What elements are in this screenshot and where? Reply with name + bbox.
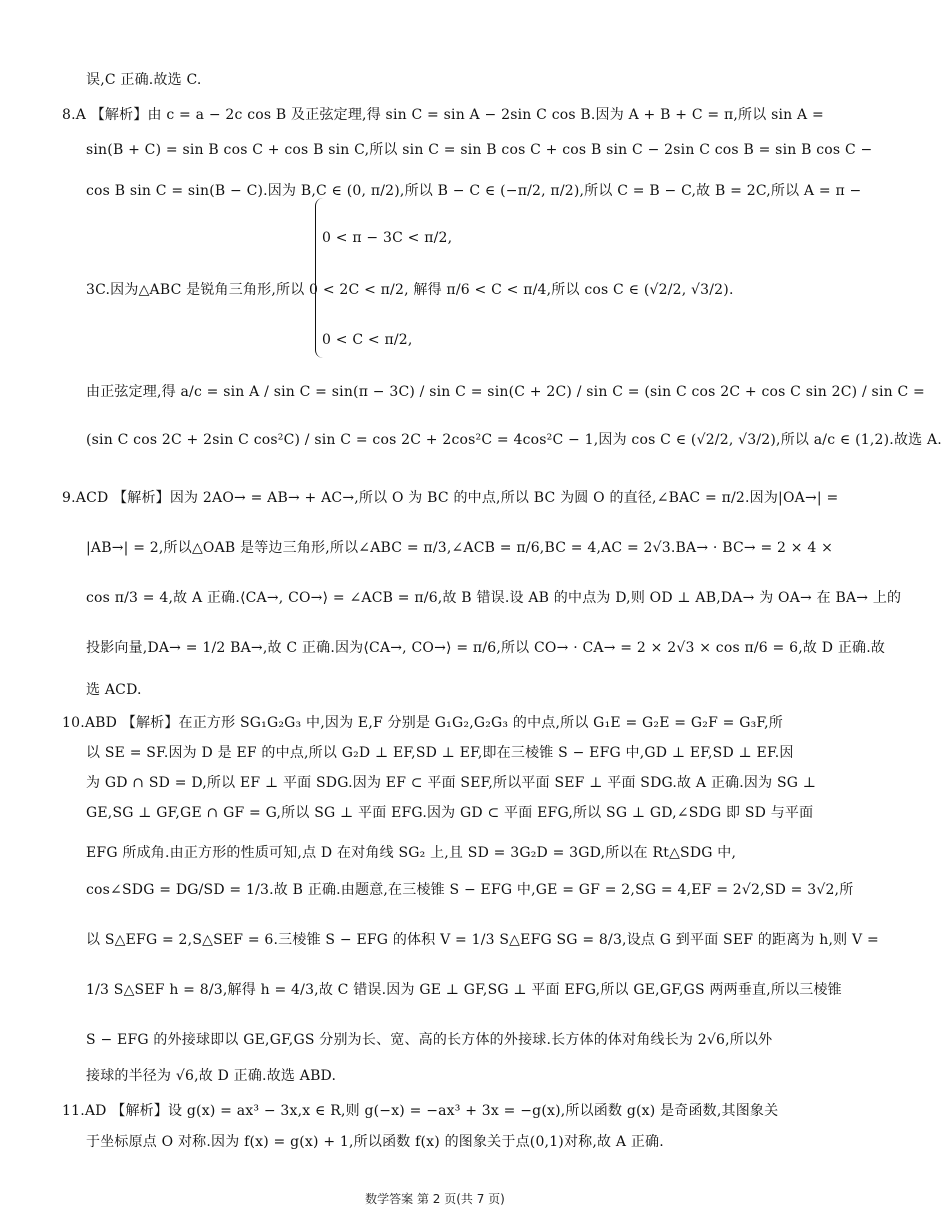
text-line: 选 ACD. (86, 682, 142, 698)
text-line: 由正弦定理,得 a/c = sin A / sin C = sin(π − 3C) / sin C = sin(C + 2C) / sin C = (sin C cos 2C + cos C sin 2C) / sin C = (86, 384, 925, 400)
text-line: 1/3 S△SEF h = 8/3,解得 h = 4/3,故 C 错误.因为 GE ⊥ GF,SG ⊥ 平面 EFG,所以 GE,GF,GS 两两垂直,所以三棱锥 (86, 982, 842, 998)
text-line: 于坐标原点 O 对称.因为 f(x) = g(x) + 1,所以函数 f(x) 的图象关于点(0,1)对称,故 A 正确. (86, 1134, 664, 1150)
text-line: 11.AD 【解析】设 g(x) = ax³ − 3x,x ∈ R,则 g(−x) = −ax³ + 3x = −g(x),所以函数 g(x) 是奇函数,其图象关 (62, 1103, 779, 1119)
text-line: 接球的半径为 √6,故 D 正确.故选 ABD. (86, 1068, 337, 1084)
text-line: sin(B + C) = sin B cos C + cos B sin C,所以 sin C = sin B cos C + cos B sin C − 2sin C cos B = sin B cos C − (86, 142, 873, 158)
text-line: 0 < π − 3C < π/2, (322, 230, 453, 246)
text-line: 3C.因为△ABC 是锐角三角形,所以 0 < 2C < π/2, 解得 π/6 < C < π/4,所以 cos C ∈ (√2/2, √3/2). (86, 282, 734, 298)
text-line: 以 SE = SF.因为 D 是 EF 的中点,所以 G₂D ⊥ EF,SD ⊥ EF,即在三棱锥 S − EFG 中,GD ⊥ EF,SD ⊥ EF.因 (86, 745, 794, 761)
text-line: 8.A 【解析】由 c = a − 2c cos B 及正弦定理,得 sin C = sin A − 2sin C cos B.因为 A + B + C = π,所以 sin A = (62, 107, 824, 123)
text-line: 以 S△EFG = 2,S△SEF = 6.三棱锥 S − EFG 的体积 V = 1/3 S△EFG SG = 8/3,设点 G 到平面 SEF 的距离为 h,则 V = (86, 932, 879, 948)
text-line: 0 < C < π/2, (322, 332, 413, 348)
text-line: cos π/3 = 4,故 A 正确.⟨CA→, CO→⟩ = ∠ACB = π/6,故 B 错误.设 AB 的中点为 D,则 OD ⊥ AB,DA→ 为 OA→ 在 BA→ 上的 (86, 590, 902, 606)
text-line: 10.ABD 【解析】在正方形 SG₁G₂G₃ 中,因为 E,F 分别是 G₁G₂,G₂G₃ 的中点,所以 G₁E = G₂E = G₂F = G₃F,所 (62, 715, 783, 731)
text-line: GE,SG ⊥ GF,GE ∩ GF = G,所以 SG ⊥ 平面 EFG.因为 GD ⊂ 平面 EFG,所以 SG ⊥ GD,∠SDG 即 SD 与平面 (86, 805, 814, 821)
text-line: |AB→| = 2,所以△OAB 是等边三角形,所以∠ABC = π/3,∠ACB = π/6,BC = 4,AC = 2√3.BA→ · BC→ = 2 × 4 × (86, 540, 834, 556)
text-line: S − EFG 的外接球即以 GE,GF,GS 分别为长、宽、高的长方体的外接球.长方体的体对角线长为 2√6,所以外 (86, 1032, 773, 1048)
text-line: 为 GD ∩ SD = D,所以 EF ⊥ 平面 SDG.因为 EF ⊂ 平面 SEF,所以平面 SEF ⊥ 平面 SDG.故 A 正确.因为 SG ⊥ (86, 775, 817, 791)
text-line: 误,C 正确.故选 C. (86, 72, 202, 88)
text-line: (sin C cos 2C + 2sin C cos²C) / sin C = cos 2C + 2cos²C = 4cos²C − 1,因为 cos C ∈ (√2/2, √3/2),所以 a/c ∈ (1,2).故选 A. (86, 432, 942, 448)
text-line: 9.ACD 【解析】因为 2AO→ = AB→ + AC→,所以 O 为 BC 的中点,所以 BC 为圆 O 的直径,∠BAC = π/2.因为|OA→| = (62, 490, 839, 506)
text-line: EFG 所成角.由正方形的性质可知,点 D 在对角线 SG₂ 上,且 SD = 3G₂D = 3GD,所以在 Rt△SDG 中, (86, 845, 737, 861)
page-footer: 数学答案 第 2 页(共 7 页) (365, 1192, 505, 1206)
text-line: cos B sin C = sin(B − C).因为 B,C ∈ (0, π/2),所以 B − C ∈ (−π/2, π/2),所以 C = B − C,故 B = 2C,所以 A = π − (86, 183, 862, 199)
text-line: cos∠SDG = DG/SD = 1/3.故 B 正确.由题意,在三棱锥 S − EFG 中,GE = GF = 2,SG = 4,EF = 2√2,SD = 3√2,所 (86, 882, 854, 898)
text-line: 投影向量,DA→ = 1/2 BA→,故 C 正确.因为⟨CA→, CO→⟩ = π/6,所以 CO→ · CA→ = 2 × 2√3 × cos π/6 = 6,故 D 正确.故 (86, 640, 886, 656)
